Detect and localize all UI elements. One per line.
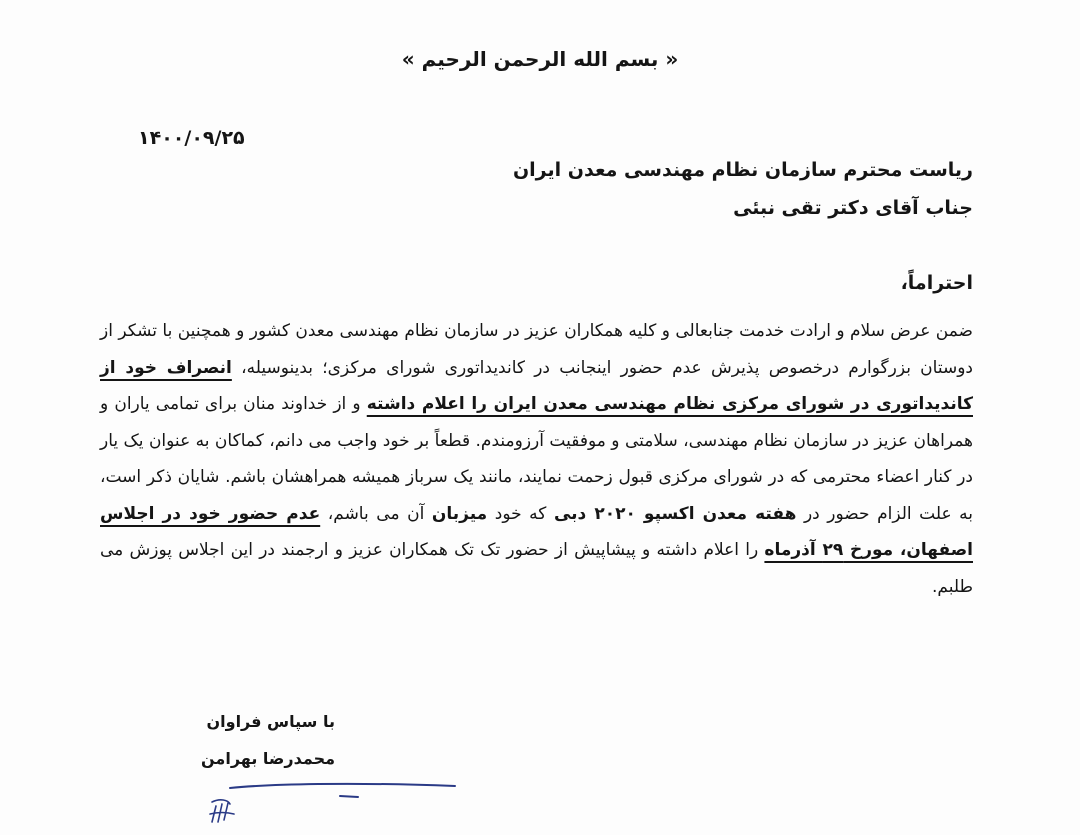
body-continuation: و از خداوند منان برای تمامی یاران و همراهان عزیز در سازمان نظام مهندسی، سلامتی و موفقیت آرزومندم. قطعاً بر خود واجب می دانم، کماکان به عنوان یک یار در کنار اعضاء محترمی که در شورای مرکزی قبول زحمت نمایند، مانند یک سرباز همیشه همراهشان باشم. شایان ذکر است، به علت الزام حضور در: [100, 394, 974, 524]
basmala-heading: « بسم الله الرحمن الرحیم »: [401, 47, 679, 71]
body-intro: ضمن عرض سلام و ارادت خدمت جنابعالی و کلیه همکاران عزیز در سازمان نظام مهندسی معدن کشور و همچنین با تشکر از دوستان بزرگوارم درخصوص پذیرش عدم حضور اینجانب در کاندیداتوری شورای مرکزی؛ بدینوسیله،: [100, 321, 974, 378]
expo-event-name: هفته معدن اکسپو ۲۰۲۰ دبی: [553, 503, 797, 524]
closing-phrase: با سپاس فراوان: [206, 712, 335, 731]
letter-body: [100, 313, 973, 605]
body-connector: که خود: [494, 503, 547, 524]
host-word: میزبان: [431, 503, 488, 524]
letter-date: ۱۴۰۰/۰۹/۲۵: [138, 127, 245, 149]
absence-statement: عدم حضور خود در اجلاس اصفهان، مورخ ۲۹ آذرماه: [100, 503, 973, 560]
handwritten-signature: [190, 770, 490, 830]
signer-name: محمدرضا بهرامن: [201, 749, 335, 768]
recipient-title: ریاست محترم سازمان نظام مهندسی معدن ایران: [512, 159, 973, 181]
withdrawal-statement: انصراف خود از کاندیداتوری در شورای مرکزی نظام مهندسی معدن ایران را اعلام داشته: [100, 357, 973, 414]
body-ending: را اعلام داشته و پیشاپیش از حضور تک تک همکاران عزیز و ارجمند در این اجلاس پوزش می طلبم.: [100, 540, 973, 597]
body-connector-2: آن می باشم،: [327, 503, 425, 524]
recipient-name: جناب آقای دکتر تقی نبئی: [733, 197, 973, 219]
salutation: احتراماً،: [900, 272, 973, 294]
